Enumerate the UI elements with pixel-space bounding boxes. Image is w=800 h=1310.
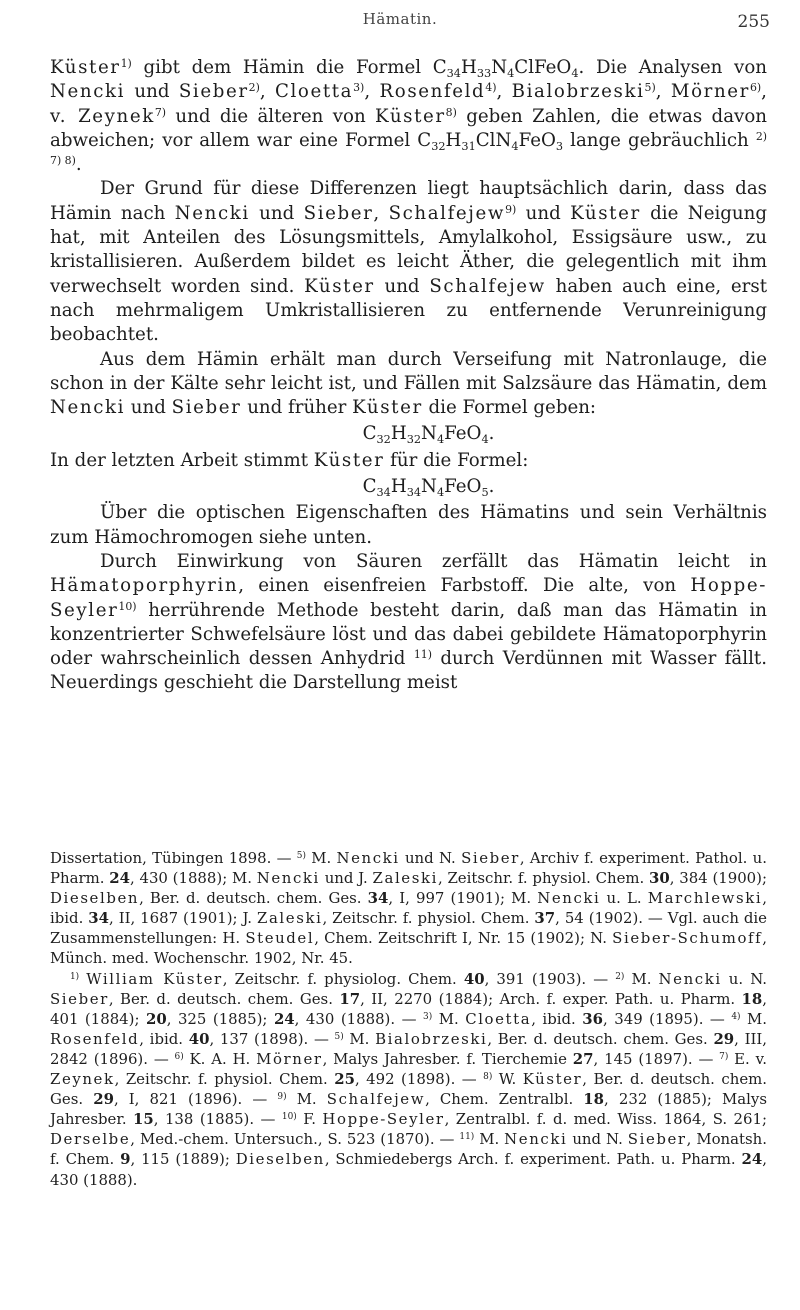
text-run: , ibid. — [50, 889, 767, 928]
text-run: , 349 (1895). — — [603, 1009, 732, 1028]
subscript: 32 — [431, 139, 446, 153]
author-name: Nencki — [336, 849, 400, 867]
text-run: , II, 2270 (1884); Arch. f. exper. Path. u. Pharm. — [360, 989, 742, 1008]
author-name: Sieber — [171, 397, 242, 419]
text-run: Der Grund für diese Differenzen liegt hauptsächlich darin, dass das Hämin nach — [50, 178, 767, 224]
text-run: Aus dem Hämin erhält man durch Verseifung mit Natronlauge, die schon in der Kälte sehr leicht ist, und Fällen mit Salzsäure das Hämatin, dem — [50, 348, 767, 394]
author-name: Zeynek — [50, 1070, 115, 1089]
author-name: Nencki — [174, 202, 250, 224]
text-run: M. — [740, 1009, 768, 1028]
footnote-ref: 5) — [296, 851, 306, 862]
text-run: , 401 (1884); — [50, 989, 767, 1028]
text-run: und — [516, 202, 571, 224]
text-run: , 54 (1902). — Vgl. auch die Zusammenstellungen: H. — [50, 909, 767, 948]
footnote-ref: 5) — [644, 81, 656, 95]
footnote-ref: 10) — [281, 1112, 297, 1123]
text-run: , Ber. d. deutsch. chem. Ges. — [50, 1070, 767, 1109]
author-name: Nencki — [50, 397, 126, 419]
author-name: v. Zeynek — [50, 105, 155, 127]
text-run: , 391 (1903). — — [484, 969, 616, 988]
text-run: , — [373, 202, 389, 224]
text-run: M. — [432, 1009, 466, 1028]
text-run: geben Zahlen, die etwas davon abweichen; vor allem war eine Formel C — [50, 105, 767, 151]
author-name: Sieber — [303, 202, 374, 224]
subscript: 4 — [571, 66, 579, 80]
text-run: , — [655, 81, 671, 103]
text-run: Dissertation, Tübingen 1898. — — [50, 849, 297, 867]
text-run: und — [125, 81, 179, 103]
text-run: M. — [624, 969, 659, 988]
author-name: Nencki — [537, 889, 601, 908]
author-name: Nencki — [50, 81, 126, 103]
footnotes — [50, 848, 767, 1190]
footnote-ref: 6) — [174, 1052, 184, 1063]
paragraph — [50, 501, 767, 550]
footnote — [50, 969, 767, 1190]
text-run: , Chem. Zentralbl. — [425, 1090, 584, 1109]
subscript: 4 — [481, 433, 489, 447]
text-run: , 115 (1889); — [130, 1150, 236, 1169]
footnote-ref: 3) — [423, 1011, 433, 1022]
subscript: 4 — [511, 139, 519, 153]
text-run: u. N. — [721, 969, 768, 988]
subscript: 4 — [507, 66, 515, 80]
text-run: W. — [492, 1070, 523, 1089]
author-name: Rosenfeld — [50, 1029, 140, 1048]
text-run: , 325 (1885); — [166, 1009, 274, 1028]
text-run: und die älteren von — [166, 105, 376, 127]
author-name: Cloetta — [275, 81, 354, 103]
text-run: , Zeitschr. f. physiol. Chem. — [114, 1070, 335, 1089]
text-run: , ibid. — [139, 1029, 189, 1048]
text-run: , 430 (1888). — — [294, 1009, 424, 1028]
page-number: 255 — [737, 12, 770, 32]
author-name: Dieselben — [50, 889, 140, 908]
author-name: Sieber — [178, 81, 249, 103]
author-name: Mörner — [670, 81, 750, 103]
author-name: Dieselben — [235, 1150, 325, 1169]
text-run: C — [362, 423, 377, 445]
text-run: , Archiv f. experiment. Pathol. u. Pharm. — [50, 849, 767, 888]
volume-number: 29 — [93, 1090, 114, 1109]
volume-number: 24 — [109, 869, 130, 888]
text-run: M. — [343, 1029, 376, 1048]
text-run: E. v. — [728, 1049, 767, 1068]
text-run: und — [249, 202, 304, 224]
author-name: Küster — [50, 57, 121, 78]
text-run: ClFeO — [514, 57, 572, 78]
author-name: Sieber-Schumoff — [612, 929, 763, 948]
text-run: , Chem. Zeitschrift I, Nr. 15 (1902); N. — [314, 929, 613, 948]
author-name: Sieber — [627, 1130, 687, 1149]
text-run: , Zeitschr. f. physiol. Chem. — [437, 869, 650, 888]
text-run: und — [374, 275, 430, 297]
subscript: 33 — [476, 66, 492, 80]
text-run: , Zentralbl. f. d. med. Wiss. 1864, S. 261; — [444, 1110, 767, 1129]
author-name: Steudel — [245, 929, 315, 948]
paragraph — [50, 177, 767, 347]
volume-number: 37 — [534, 909, 556, 928]
text-run: . — [75, 154, 82, 176]
text-run: H — [460, 57, 477, 78]
text-run: , 137 (1898). — — [209, 1029, 335, 1048]
text-run: für die Formel: — [384, 449, 529, 471]
author-name: Sieber — [461, 849, 520, 867]
subscript: 4 — [436, 485, 445, 499]
volume-number: 40 — [188, 1029, 210, 1048]
author-name: Rosenfeld — [379, 81, 486, 103]
text-run: , Ber. d. deutsch. chem. Ges. — [108, 989, 340, 1008]
author-name: Zaleski — [257, 909, 323, 928]
volume-number: 34 — [367, 889, 389, 908]
text-run: , ibid. — [531, 1009, 583, 1028]
author-name: Mörner — [256, 1049, 323, 1068]
volume-number: 40 — [463, 969, 485, 988]
author-name: Hämatoporphyrin — [50, 575, 239, 597]
subscript: 34 — [446, 66, 461, 80]
author-name: Nencki — [504, 1130, 568, 1149]
footnote-ref: 9) — [277, 1092, 287, 1103]
text-run: . — [488, 476, 495, 498]
footnote-ref: 8) — [483, 1072, 493, 1083]
text-run: , Zeitschr. f. physiolog. Chem. — [222, 969, 464, 988]
text-run: die Formel geben: — [422, 397, 597, 419]
footnote-ref: 7) — [719, 1052, 729, 1063]
subscript: 3 — [555, 139, 564, 153]
text-run: u. L. — [600, 889, 648, 908]
text-run: In der letzten Arbeit stimmt — [50, 449, 314, 471]
subscript: 5 — [481, 485, 489, 499]
author-name: William Küster — [86, 969, 223, 988]
text-run: , 430 (1888). — [50, 1150, 767, 1189]
text-run: und J. — [319, 869, 373, 888]
text-run: , 232 (1885); Malys Jahresber. — [50, 1090, 767, 1129]
text-run: und N. — [399, 849, 462, 867]
text-run: , — [259, 81, 275, 103]
text-run: FeO — [444, 423, 482, 445]
author-name: Schalfejew — [326, 1090, 426, 1109]
subscript: 32 — [406, 433, 422, 447]
volume-number: 29 — [713, 1029, 735, 1048]
footnote-ref: 7) — [154, 105, 167, 119]
paragraph — [50, 550, 767, 696]
text-run: haben auch eine, erst nach mehrmaligem Umkristallisieren zu entfernende Verunreinigung beobachtet. — [50, 275, 767, 346]
volume-number: 24 — [741, 1150, 763, 1169]
text-run: , einen eisenfreien Farbstoff. Die alte, von — [238, 575, 691, 597]
author-name: Küster — [304, 275, 375, 297]
text-run: , 384 (1900); — [669, 869, 767, 888]
text-run: C — [362, 476, 377, 498]
author-name: Küster — [522, 1070, 583, 1089]
text-run: M. — [474, 1130, 505, 1149]
volume-number: 15 — [133, 1110, 154, 1129]
volume-number: 9 — [120, 1150, 131, 1169]
volume-number: 25 — [334, 1070, 355, 1089]
author-name: Nencki — [658, 969, 722, 988]
text-run: F. — [296, 1110, 323, 1129]
footnote-ref: 1) — [70, 971, 80, 982]
text-run: , — [364, 81, 380, 103]
footnote-ref: 3) — [353, 81, 365, 95]
volume-number: 18 — [583, 1090, 605, 1109]
subscript: 34 — [376, 485, 391, 499]
text-run: , II, 1687 (1901); J. — [109, 909, 257, 928]
volume-number: 20 — [145, 1009, 167, 1028]
text-run: H — [390, 476, 407, 498]
paragraph — [50, 56, 767, 177]
subscript: 31 — [461, 139, 476, 153]
footnote-ref: 10) — [118, 599, 137, 613]
text-run: lange gebräuchlich — [563, 129, 756, 151]
text-run: , Ber. d. deutsch. chem. Ges. — [139, 889, 368, 908]
footnote-ref: 2) — [248, 81, 260, 95]
text-run: , Ber. d. deutsch. chem. Ges. — [487, 1029, 714, 1048]
running-title: Hämatin. — [362, 10, 438, 28]
chemical-formula — [50, 475, 767, 499]
text-run: gibt dem Hämin die Formel C — [131, 57, 447, 78]
author-name: Marchlewski — [647, 889, 763, 908]
author-name: Schalfejew — [388, 202, 506, 224]
text-run: , 430 (1888); M. — [129, 869, 257, 888]
text-run: FeO — [518, 129, 556, 151]
text-run: , I, 821 (1896). — — [113, 1090, 278, 1109]
subscript: 4 — [436, 433, 445, 447]
text-run: herrührende Methode besteht darin, daß man das Hämatin in konzentrierter Schwefelsäure löst und das dabei gebildete Hämatoporphyrin oder wahrscheinlich dessen Anhydrid — [50, 599, 767, 670]
text-run: , I, 997 (1901); M. — [388, 889, 538, 908]
footnote-ref: 5) — [334, 1031, 344, 1042]
text-run: M. — [286, 1090, 327, 1109]
text-run: H — [445, 129, 462, 151]
text-run: und N. — [567, 1130, 628, 1149]
author-name: Derselbe — [50, 1130, 131, 1149]
paragraph — [50, 348, 767, 421]
text-run: Durch Einwirkung von Säuren zerfällt das Hämatin leicht in — [100, 550, 767, 572]
text-run: N — [421, 476, 437, 498]
footnote-ref: 11) — [459, 1132, 475, 1143]
footnote-ref: 4) — [731, 1011, 741, 1022]
footnote-ref: 8) — [445, 105, 457, 119]
author-name: Schalfejew — [429, 275, 546, 297]
text-run: , 145 (1897). — — [593, 1049, 720, 1068]
volume-number: 17 — [339, 989, 361, 1008]
text-run: K. A. H. — [183, 1049, 257, 1068]
author-name: Bialobrzeski — [375, 1029, 488, 1048]
text-run: , 138 (1885). — — [153, 1110, 282, 1129]
text-run: . Die Analysen von — [578, 57, 767, 78]
text-run: , Malys Jahresber. f. Tierchemie — [322, 1049, 573, 1068]
author-name: Nencki — [256, 869, 320, 888]
author-name: Küster — [352, 397, 423, 419]
footnote-ref: 11) — [413, 648, 432, 662]
text-run: , — [496, 81, 512, 103]
footnote-ref: 9) — [505, 202, 517, 216]
author-name: Bialobrzeski — [511, 81, 645, 103]
subscript: 34 — [406, 485, 422, 499]
author-name: Zaleski — [372, 869, 438, 888]
footnote-ref: 6) — [749, 81, 762, 95]
text-run: , III, 2842 (1896). — — [50, 1029, 767, 1068]
text-run: durch Verdünnen mit Wasser fällt. Neuerdings geschieht die Darstellung meist — [50, 648, 767, 694]
author-name: Küster — [313, 449, 385, 471]
text-run: die Neigung hat, mit Anteilen des Lösungsmittels, Amylalkohol, Essigsäure usw., zu kristallisieren. Außerdem bildet es leicht Äther, die gelegentlich mit ihm verwechselt worden sind. — [50, 202, 767, 297]
text-run: , — [761, 81, 767, 103]
volume-number: 30 — [649, 869, 670, 888]
text-run: N — [491, 57, 508, 78]
text-run: und früher — [241, 397, 353, 419]
text-run: . — [488, 423, 495, 445]
author-name: Sieber — [50, 989, 109, 1008]
volume-number: 34 — [88, 909, 110, 928]
text-run: M. — [305, 849, 337, 867]
volume-number: 24 — [273, 1009, 295, 1028]
chemical-formula — [50, 422, 767, 446]
volume-number: 18 — [741, 989, 763, 1008]
footnote-ref: 1) — [120, 57, 132, 70]
text-run: , 492 (1898). — — [354, 1070, 484, 1089]
volume-number: 27 — [572, 1049, 594, 1068]
volume-number: 36 — [582, 1009, 603, 1028]
footnote-ref: 2) — [615, 971, 625, 982]
paragraph — [50, 449, 767, 473]
author-name: Cloetta — [465, 1009, 532, 1028]
text-run: , Zeitschr. f. physiol. Chem. — [322, 909, 535, 928]
text-run: , Schmiedebergs Arch. f. experiment. Path. u. Pharm. — [324, 1150, 742, 1169]
footnote-ref: 2) 7) 8) — [50, 129, 768, 168]
text-run: und — [125, 397, 172, 419]
text-run: Über die optischen Eigenschaften des Hämatins und sein Verhältnis zum Hämochromogen siehe unten. — [50, 502, 767, 548]
footnote-ref: 4) — [485, 81, 497, 95]
author-name: Küster — [570, 202, 641, 224]
text-run: , Med.-chem. Untersuch., S. 523 (1870). — — [130, 1130, 460, 1149]
author-name: Hoppe-Seyler — [322, 1110, 445, 1129]
text-run: , Monatsh. f. Chem. — [50, 1130, 767, 1169]
text-run: FeO — [444, 476, 482, 498]
author-name: Hoppe-Seyler — [50, 575, 767, 621]
footnote — [50, 848, 767, 969]
text-run: , Münch. med. Wochenschr. 1902, Nr. 45. — [50, 929, 767, 968]
text-run: ClN — [475, 129, 512, 151]
author-name: Küster — [375, 105, 446, 127]
subscript: 32 — [376, 433, 391, 447]
text-run: H — [390, 423, 407, 445]
text-run: N — [421, 423, 437, 445]
body-text — [50, 56, 767, 696]
